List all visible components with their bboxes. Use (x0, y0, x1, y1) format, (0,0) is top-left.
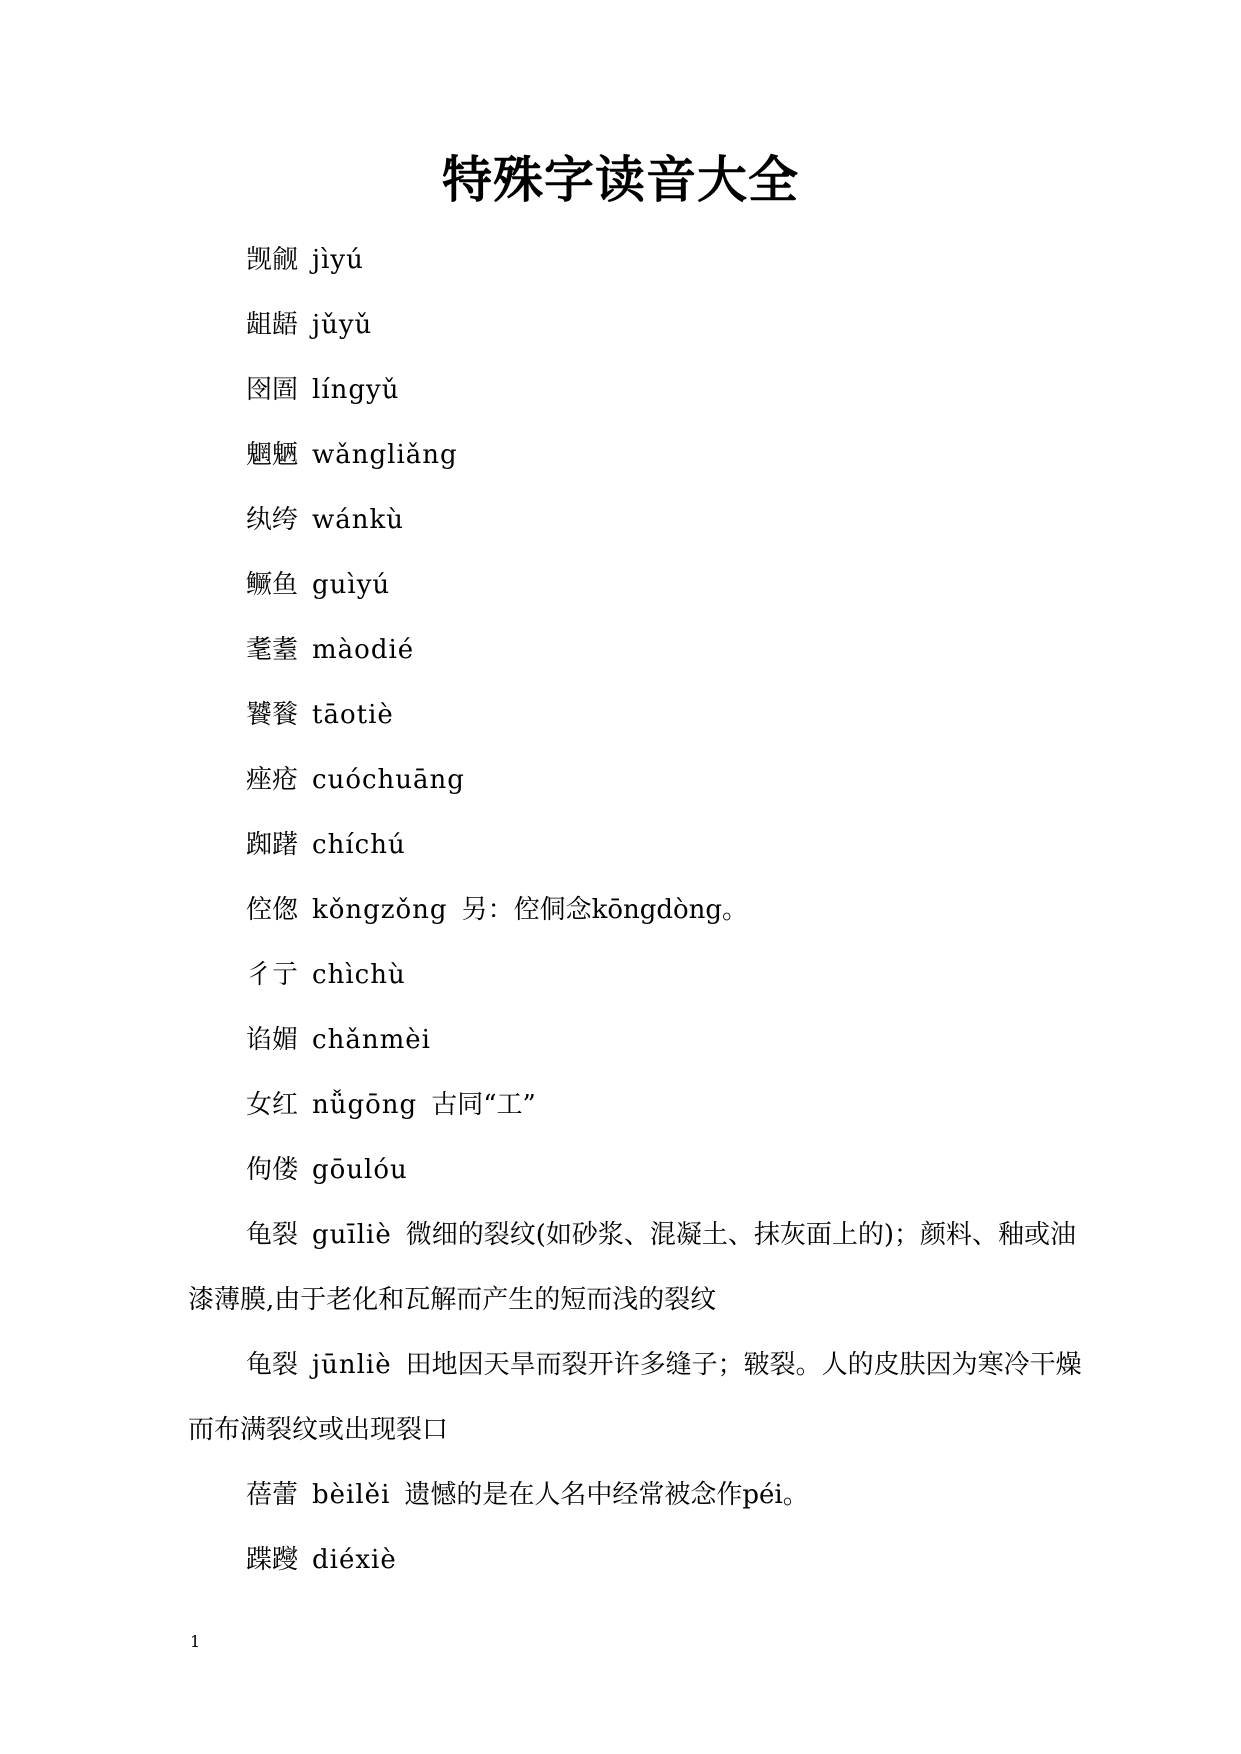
entry-word: 魍魉 (246, 440, 299, 470)
entry-word: 蹀躞 (246, 1545, 299, 1575)
entry-pinyin: bèilěi (312, 1480, 391, 1510)
list-item (188, 748, 1088, 813)
entry-word: 女红 (246, 1090, 299, 1120)
entry-word: 纨绔 (246, 505, 299, 535)
entry-word: 耄耋 (246, 635, 299, 665)
list-item (188, 943, 1088, 1008)
list-item (188, 1333, 1088, 1463)
page-title: 特殊字读音大全 (442, 150, 799, 209)
entry-pinyin: kǒngzǒng (312, 895, 448, 925)
entry-word: 谄媚 (246, 1025, 299, 1055)
entry-pinyin: diéxiè (312, 1545, 397, 1575)
entry-pinyin: nǚgōng (312, 1090, 418, 1120)
entry-word: 囹圄 (246, 375, 299, 405)
page-number: 1 (190, 1632, 201, 1651)
entry-pinyin: tāotiè (312, 700, 394, 730)
entry-word: 蓓蕾 (246, 1480, 299, 1510)
entry-word: 痤疮 (246, 765, 299, 795)
entry-note: 微细的裂纹(如砂浆、混凝土、抹灰面上的)；颜料、釉或油漆薄膜,由于老化和瓦解而产生的短而浅的裂纹 (188, 1220, 1077, 1315)
entry-word: 倥偬 (246, 895, 299, 925)
list-item (188, 1138, 1088, 1203)
entry-pinyin: cuóchuāng (312, 765, 465, 795)
entry-word: 鳜鱼 (246, 570, 299, 600)
entry-word: 饕餮 (246, 700, 299, 730)
entry-note: 古同“工” (431, 1090, 536, 1120)
entry-pinyin: gōulóu (312, 1155, 408, 1185)
entry-word: 彳亍 (246, 960, 299, 990)
entry-pinyin: jìyú (312, 245, 364, 275)
entry-word: 觊觎 (246, 245, 299, 275)
list-item (188, 618, 1088, 683)
list-item (188, 488, 1088, 553)
entry-word: 龃龉 (246, 310, 299, 340)
list-item (188, 423, 1088, 488)
entry-pinyin: guīliè (312, 1220, 392, 1250)
entry-pinyin: wǎngliǎng (312, 440, 458, 470)
entry-word: 佝偻 (246, 1155, 299, 1185)
list-item (188, 293, 1088, 358)
list-item (188, 1073, 1088, 1138)
entry-pinyin: língyǔ (312, 375, 400, 405)
list-item (188, 813, 1088, 878)
list-item (188, 1528, 1088, 1593)
entry-pinyin: chíchú (312, 830, 406, 860)
entry-list (188, 228, 1088, 1593)
entry-word: 龟裂 (246, 1350, 299, 1380)
entry-pinyin: jūnliè (312, 1350, 392, 1380)
entry-pinyin: jǔyǔ (312, 310, 373, 340)
entry-note: 遗憾的是在人名中经常被念作péi。 (404, 1480, 809, 1510)
list-item (188, 228, 1088, 293)
list-item (188, 1008, 1088, 1073)
entry-pinyin: chìchù (312, 960, 406, 990)
entry-word: 龟裂 (246, 1220, 299, 1250)
entry-word: 踟躇 (246, 830, 299, 860)
entry-note: 另：倥侗念kōngdòng。 (461, 895, 749, 925)
entry-pinyin: chǎnmèi (312, 1025, 431, 1055)
list-item (188, 358, 1088, 423)
list-item (188, 878, 1088, 943)
list-item (188, 1463, 1088, 1528)
list-item (188, 683, 1088, 748)
list-item (188, 1203, 1088, 1333)
entry-note: 田地因天旱而裂开许多缝子；皲裂。人的皮肤因为寒冷干燥而布满裂纹或出现裂口 (188, 1350, 1082, 1445)
entry-pinyin: guìyú (312, 570, 391, 600)
entry-pinyin: màodié (312, 635, 415, 665)
entry-pinyin: wánkù (312, 505, 405, 535)
list-item (188, 553, 1088, 618)
